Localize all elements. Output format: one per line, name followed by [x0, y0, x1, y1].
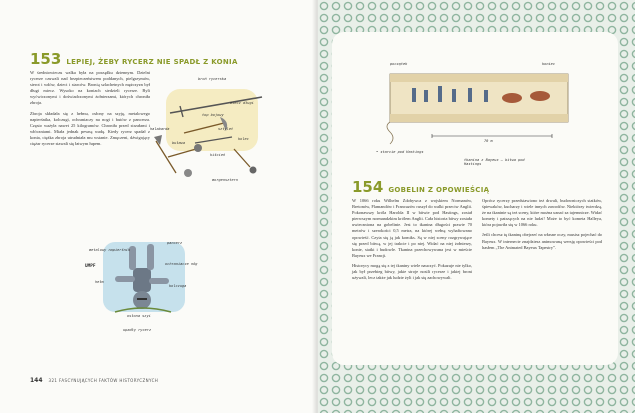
paragraph: W średniowieczu walka była na porządku dziennym. Dzielni rycerze czuwali nad bezpieczeństwem poddanych, pielgrzymów, sierot i wdów, dzieci i starców. Bronią szlachetnych mężczyzn był długi miecz. Wysoko na koniach siedzieli rycerze. Byli wyćwiczonymi i doświadczonymi żołnierzami, których chroniła zbroja. — [30, 70, 150, 106]
section-153-text — [30, 70, 150, 151]
tapestry-label: początek — [390, 62, 408, 66]
weapon-label: miecz długi — [230, 101, 254, 105]
tapestry-label: koniec — [542, 62, 555, 66]
knight-label: ochraniacze nóg — [165, 262, 198, 266]
knight-drawing — [85, 238, 200, 338]
tapestry-drawing — [372, 54, 582, 174]
section-title: LEPIEJ, ŻEBY RYCERZ NIE SPADŁ Z KONIA — [66, 58, 238, 66]
knight-label: pancerz — [167, 241, 183, 245]
weapon-label: top bojowy — [202, 113, 224, 117]
weapons-illustration — [150, 75, 275, 185]
knight-label: UMPF — [85, 264, 96, 269]
content-card — [332, 32, 618, 365]
right-page — [318, 0, 635, 413]
page-footer — [30, 377, 158, 384]
section-154-heading — [352, 178, 489, 196]
section-154-col1 — [352, 198, 472, 285]
weapon-label: sztylet — [218, 127, 234, 131]
weapon-label: morgensztern — [212, 178, 238, 182]
tapestry-label: 70 m — [484, 139, 493, 143]
tapestry-label: • starcie pod Hastings — [376, 150, 424, 154]
tapestry-caption: tkanina z Bayeux – bitwa pod Hastings — [464, 158, 525, 166]
section-title: GOBELIN Z OPOWIEŚCIĄ — [388, 186, 490, 194]
fallen-knight-illustration — [85, 238, 200, 338]
knight-label: upadły rycerz — [123, 328, 152, 332]
paragraph: Oprócz rycerzy przedstawiono też drwali, budowniczych statków, śpiewaków, kucharzy i wiele innych zawodów. Niektórzy twierdzą, że na tkaninie są też sceny, które można uznać za tajemnicze. Widać komety i patrzących na nie ludzi! Może to być kometa Halleya, która pojawiła się w 1066 roku. — [482, 198, 603, 228]
book-title: 321 FASCYNUJĄCYCH FAKTÓW HISTORYCZNYCH — [48, 378, 159, 383]
tapestry-illustration — [372, 54, 582, 174]
knight-label: kolczuga — [169, 284, 187, 288]
weapon-label: buława — [172, 141, 185, 145]
paragraph: Zbroja składała się z hełmu, osłony na szyję, metalowego napierśnika, kolczugi, ochraniaczy na nogi i butów z pancerza. Często ważyła nawet 25 kilogramów. Chroniła przed strzałami i włóczniami. Miała jednak pewną wadę. Kiedy rycerz spadał z konia, ciężka zbroja utrudniała mu wstanie. Zmęczeni, dźwigający ciężar rycerze stawali się łatwym łupem. — [30, 110, 150, 147]
knight-label: hełm — [95, 280, 104, 284]
weapon-label: broń rycerska — [198, 77, 227, 81]
weapon-label: kolec — [238, 137, 249, 141]
knight-label: osłona szyi — [127, 314, 151, 318]
section-number: 153 — [30, 50, 62, 68]
section-154-col2 — [482, 198, 602, 255]
paragraph: W 1066 roku Wilhelm Zdobywca z wojskiem Normanów, Bretonów, Flamandów i Francuzów ruszył do walki przeciw Anglii. Pokonawszy króla Harolda II w bitwie pod Hastings, został pierwszym normandzkim królem Anglii. Cała historia bitwy została uwieczniona na gobelinie. Jest to tkanina długości prawie 70 metrów i szerokości 0,5 metra, na której wełną wyhaftowano opowieść. Czyta się ją jak komiks. Są w niej sceny rozgrywające się przed bitwą, w jej trakcie i po niej. Widać na niej żołnierzy, konie, statki i budowle. Tkanina przechowywana jest w mieście Bayeux we Francji. — [352, 198, 472, 258]
page-number: 144 — [30, 377, 43, 384]
paragraph: Jeśli chcesz tę tkaninę obejrzeć na własne oczy, musisz pojechać do Bayeux. W internecie znajdziesz animowaną wersję opowieści pod hasłem „The Animated Bayeux Tapestry”. — [482, 232, 602, 250]
section-153-heading — [30, 50, 238, 68]
knight-label: metalowy napierśnik — [89, 248, 131, 252]
section-number: 154 — [352, 178, 384, 196]
weapon-label: halabarda — [150, 127, 170, 131]
paragraph: Historycy mogą się z tej tkaniny wiele nauczyć. Pokazuje nie tylko, jak był przebieg bitwy, jakie stroje nosili rycerze i jakiej broni używali, lecz także jak ludzie żyli i jak się zachowywali. — [352, 262, 472, 281]
weapon-label: kiścień — [210, 153, 226, 157]
